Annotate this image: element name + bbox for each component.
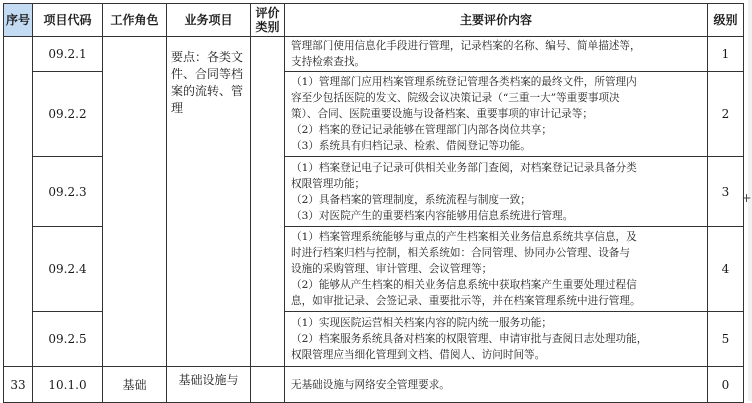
- content-cell: 无基础设施与网络安全管理要求。: [285, 367, 708, 403]
- eval-type-cell-empty: [251, 367, 285, 403]
- level-cell: 0: [708, 367, 744, 403]
- plus-icon[interactable]: +: [741, 191, 752, 205]
- header-code: 项目代码: [33, 4, 103, 37]
- content-cell: [285, 37, 708, 72]
- role-cell-empty: [103, 37, 167, 367]
- content-line: （1）档案管理系统能够与重点的产生档案相关业务信息系统共享信息，及: [291, 231, 637, 243]
- code-cell: 09.2.5: [33, 312, 103, 367]
- code-cell: 09.2.1: [33, 37, 103, 72]
- content-line: （3）系统具有归档记录、检索、借阅登记等功能。: [291, 140, 531, 152]
- content-line: （2）档案的登记记录能够在管理部门内部各岗位共享；: [291, 124, 552, 136]
- business-item-line: 件、合同等档: [171, 67, 244, 81]
- table-row: [4, 367, 744, 403]
- table-row: [4, 37, 744, 72]
- content-line: 权限管理功能；: [291, 177, 366, 190]
- content-line: （2）档案服务系统具备对档案的权限管理、申请审批与查阅日志处理功能，: [291, 333, 648, 345]
- evaluation-table: [3, 3, 744, 403]
- content-line: （1）实现医院运营相关档案内容的院内统一服务功能；: [291, 317, 552, 329]
- content-line: 管理部门使用信息化手段进行管理，记录档案的名称、编号、简单描述等，: [291, 40, 641, 52]
- content-line: （2）具备档案的管理制度，系统流程与制度一致；: [291, 193, 531, 206]
- level-cell: 3: [708, 157, 744, 227]
- code-cell: 09.2.4: [33, 227, 103, 312]
- content-line: 息，如审批记录、会签记录、重要批示等，并在档案管理系统中进行管理。: [291, 295, 641, 307]
- seq-cell: 33: [4, 367, 33, 403]
- business-item-cell: [167, 37, 251, 367]
- content-line: （1）档案登记电子记录可供相关业务部门查阅，对档案登记记录具备分类: [291, 161, 637, 174]
- content-line: （1）管理部门应用档案管理系统登记管理各类档案的最终文件，所管理内: [291, 76, 637, 88]
- code-cell: 09.2.3: [33, 157, 103, 227]
- content-cell: [285, 312, 708, 367]
- level-cell: 2: [708, 72, 744, 157]
- header-role: 工作角色: [103, 4, 167, 37]
- content-line: 设施的采购管理、审计管理、会议管理等；: [291, 263, 493, 275]
- table-header-row: [4, 4, 744, 37]
- level-cell: 5: [708, 312, 744, 367]
- code-cell: 10.1.0: [33, 367, 103, 403]
- content-line: 时进行档案归档与控制，相关系统如：合同管理、协同办公管理、设备与: [291, 247, 630, 259]
- role-cell: 基础: [103, 367, 167, 403]
- content-line: 容至少包括医院的发文、院级会议决策记录（“三重一大”等重要事项决: [291, 92, 620, 104]
- content-line: 支持检索查找。: [291, 56, 366, 68]
- content-line: （3）对医院产生的重要档案内容能够用信息系统进行管理。: [291, 209, 574, 222]
- content-line: 权限管理应当细化管理到文档、借阅人、访问时间等。: [291, 349, 546, 361]
- eval-type-cell-empty: [251, 37, 285, 367]
- code-cell: 09.2.2: [33, 72, 103, 157]
- content-cell: [285, 157, 708, 227]
- level-cell: 4: [708, 227, 744, 312]
- content-cell: [285, 72, 708, 157]
- content-line: （2）能够从产生档案的相关业务信息系统中获取档案产生重要处理过程信: [291, 279, 637, 291]
- content-line: 策）、合同、医院重要设施与设备档案、重要事项的审计记录等；: [291, 108, 593, 120]
- level-cell: 1: [708, 37, 744, 72]
- header-content: 主要评价内容: [285, 4, 708, 37]
- header-eval-type: 评价类别: [251, 4, 285, 37]
- seq-cell-empty: [4, 37, 33, 367]
- business-item-line: 案的流转、管: [171, 84, 244, 98]
- content-cell: [285, 227, 708, 312]
- header-item: 业务项目: [167, 4, 251, 37]
- header-level: 级别: [708, 4, 744, 37]
- business-item-line: 要点：各类文: [171, 50, 244, 64]
- business-item-cell: 基础设施与: [167, 367, 251, 403]
- business-item-line: 理: [171, 101, 184, 115]
- header-seq: 序号: [4, 4, 33, 37]
